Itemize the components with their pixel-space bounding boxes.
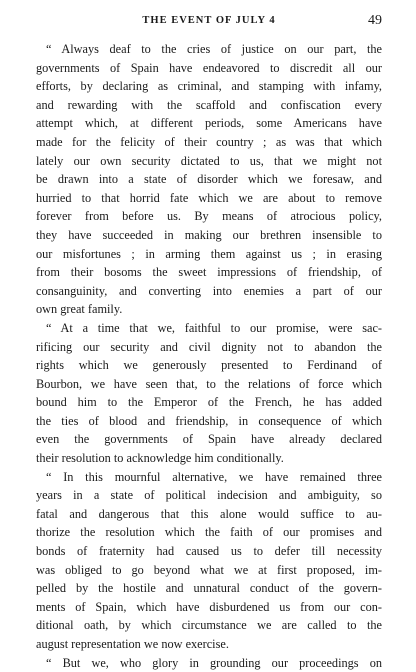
text-line: “ Always deaf to the cries of justice on our part, the xyxy=(46,42,382,56)
text-line: and rewarding with the scaffold and confiscation every xyxy=(36,97,382,112)
running-head xyxy=(36,14,382,32)
text-line: bonds of fraternity had caused us to defer till necessity xyxy=(36,544,382,559)
text-line: efforts, by declaring as criminal, and stamping with infamy, xyxy=(36,79,382,94)
paragraph xyxy=(36,654,382,672)
running-title: THE EVENT OF JULY 4 xyxy=(142,15,276,26)
text-line: thorize the resolution which the faith of our promises and xyxy=(36,525,382,540)
text-line: hurried to that horrid fate which we are about to remove xyxy=(36,190,382,205)
text-line: consanguinity, and converting into enemies a part of our xyxy=(36,283,382,298)
text-line: own great family. xyxy=(36,302,123,317)
text-line: even the governments of Spain have already declared xyxy=(36,432,382,447)
text-line: attempt which, at different periods, some Americans have xyxy=(36,116,382,131)
text-line: governments of Spain have endeavored to discredit all our xyxy=(36,60,382,75)
paragraph xyxy=(36,468,382,654)
text-line: their resolution to acknowledge him conditionally. xyxy=(36,451,284,466)
text-line: the ties of blood and friendship, in consequence of which xyxy=(36,413,382,428)
text-line: rights which we generously presented to Ferdinand of xyxy=(36,358,382,373)
text-line: ditional oath, by which circumstance we are called to the xyxy=(36,618,382,633)
text-line: was obliged to go beyond what we at first proposed, im- xyxy=(36,562,382,577)
paragraph xyxy=(36,319,382,468)
text-line: from their bosoms the sweet impressions of friendship, of xyxy=(36,265,382,280)
text-line: our misfortunes ; in arming them against us ; in erasing xyxy=(36,246,382,261)
text-line: Bourbon, we have seen that, to the relations of force which xyxy=(36,376,382,391)
text-line: years in a state of political indecision and ambiguity, so xyxy=(36,488,382,503)
text-line: they have succeeded in making our brethren insensible to xyxy=(36,227,382,242)
text-line: rificing our security and civil dignity not to abandon the xyxy=(36,339,382,354)
text-line: made for the felicity of their country ; as was that which xyxy=(36,134,382,149)
page-number: 49 xyxy=(368,13,382,28)
text-line: ments of Spain, which have disburdened us from our con- xyxy=(36,599,382,614)
text-line: “ But we, who glory in grounding our proceedings on xyxy=(46,655,382,670)
text-line: fatal and dangerous that this alone would suffice to au- xyxy=(36,506,382,521)
text-line: be drawn into a state of disorder which we foresaw, and xyxy=(36,172,382,187)
text-line: lately our own security dictated to us, that we might not xyxy=(36,153,382,168)
text-line: “ At a time that we, faithful to our promise, were sac- xyxy=(46,320,382,335)
text-line: forever from before us. By means of atrocious policy, xyxy=(36,209,382,224)
body-text xyxy=(36,40,382,672)
text-line: pelled by the hostile and unnatural conduct of the govern- xyxy=(36,581,382,596)
text-line: bound him to the Emperor of the French, he has added xyxy=(36,395,382,410)
text-line: “ In this mournful alternative, we have remained three xyxy=(46,469,382,484)
paragraph xyxy=(36,40,382,319)
text-line: august representation we now exercise. xyxy=(36,637,229,651)
